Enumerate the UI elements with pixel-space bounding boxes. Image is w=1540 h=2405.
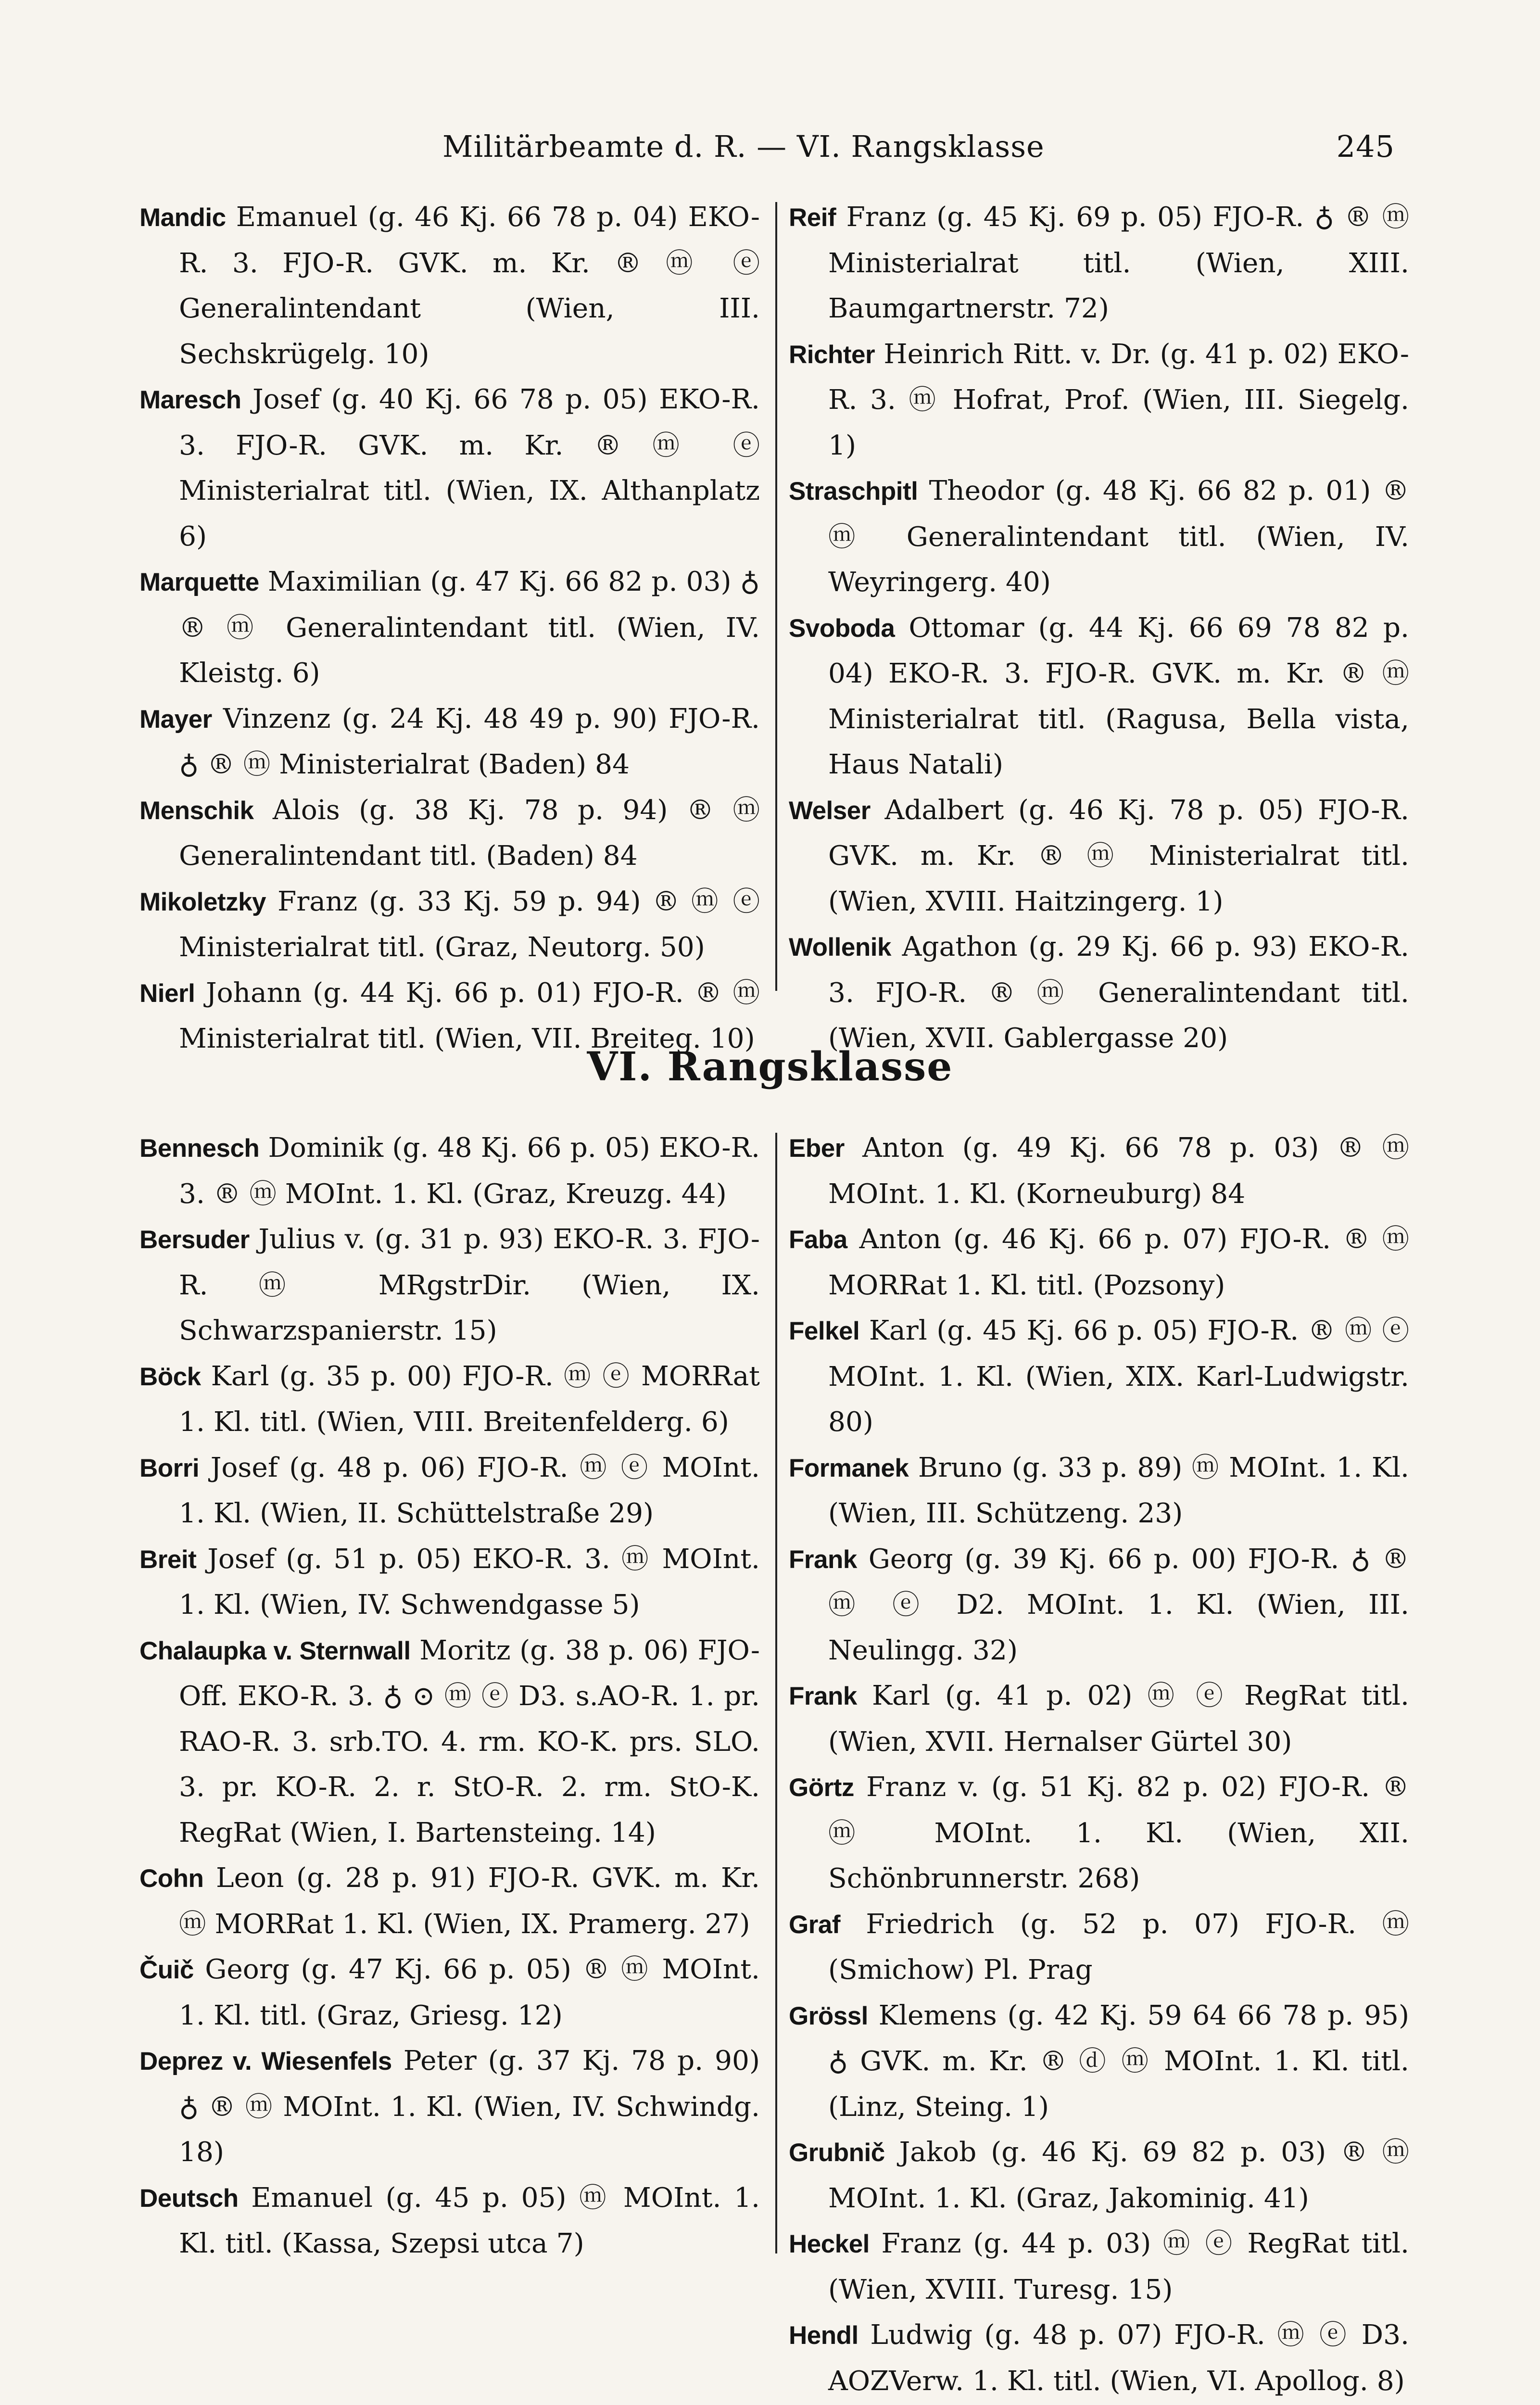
entry-details: Ludwig (g. 48 p. 07) FJO-R. ⓜ ⓔ D3. AOZVerw. 1. Kl. titl. (Wien, VI. Apollog. 8) xyxy=(828,2319,1409,2397)
directory-entry xyxy=(789,1993,1409,2130)
directory-entry xyxy=(789,195,1409,332)
entry-surname: Frank xyxy=(789,1545,857,1574)
running-header xyxy=(442,129,1395,172)
entry-surname: Richter xyxy=(789,340,875,369)
directory-entry xyxy=(789,1445,1409,1537)
page-number: 245 xyxy=(1336,129,1395,164)
entry-details: Karl (g. 35 p. 00) FJO-R. ⓜ ⓔ MORRat 1. Kl. titl. (Wien, VIII. Breitenfelderg. 6) xyxy=(179,1360,760,1438)
entry-surname: Grössl xyxy=(789,2001,868,2030)
directory-entry xyxy=(139,377,760,559)
entry-surname: Menschik xyxy=(139,796,254,825)
directory-entry xyxy=(789,2221,1409,2313)
entry-details: Franz (g. 44 p. 03) ⓜ ⓔ RegRat titl. (Wien, XVIII. Turesg. 15) xyxy=(828,2228,1409,2305)
entry-surname: Čuič xyxy=(139,1956,194,1984)
directory-entry xyxy=(139,1126,760,1217)
entry-details: Franz (g. 33 Kj. 59 p. 94) ® ⓜ ⓔ Ministerialrat titl. (Graz, Neutorg. 50) xyxy=(179,886,760,963)
directory-entry xyxy=(139,1217,760,1354)
entry-details: Theodor (g. 48 Kj. 66 82 p. 01) ® ⓜ Generalintendant titl. (Wien, IV. Weyringerg. 40) xyxy=(828,475,1409,598)
directory-entry xyxy=(139,879,760,971)
entry-details: Georg (g. 47 Kj. 66 p. 05) ® ⓜ MOInt. 1. Kl. titl. (Graz, Griesg. 12) xyxy=(179,1954,760,2031)
directory-entry xyxy=(139,2038,760,2176)
entry-details: Emanuel (g. 45 p. 05) ⓜ MOInt. 1. Kl. titl. (Kassa, Szepsi utca 7) xyxy=(179,2182,760,2259)
entry-surname: Mikoletzky xyxy=(139,887,266,916)
directory-entry xyxy=(789,788,1409,925)
entry-surname: Grubnič xyxy=(789,2139,885,2167)
entry-surname: Faba xyxy=(789,1226,847,1254)
entry-details: Klemens (g. 42 Kj. 59 64 66 78 p. 95) ♁ GVK. m. Kr. ® ⓓ ⓜ MOInt. 1. Kl. titl. (Linz, Steing. 1) xyxy=(828,2000,1409,2123)
directory-entry xyxy=(139,2176,760,2267)
directory-entry xyxy=(139,559,760,696)
entry-details: Anton (g. 46 Kj. 66 p. 07) FJO-R. ® ⓜ MORRat 1. Kl. titl. (Pozsony) xyxy=(828,1224,1409,1301)
directory-entry xyxy=(139,696,760,788)
entry-details: Anton (g. 49 Kj. 66 78 p. 03) ® ⓜ MOInt. 1. Kl. (Korneuburg) 84 xyxy=(828,1132,1409,1210)
entry-surname: Wollenik xyxy=(789,933,891,962)
column-divider-top xyxy=(775,202,777,991)
entry-details: Heinrich Ritt. v. Dr. (g. 41 p. 02) EKO-R. 3. ⓜ Hofrat, Prof. (Wien, III. Siegelg. 1) xyxy=(828,338,1410,461)
section-title: VI. Rangsklasse xyxy=(587,1044,953,1090)
entry-surname: Cohn xyxy=(139,1864,204,1893)
entry-details: Josef (g. 51 p. 05) EKO-R. 3. ⓜ MOInt. 1. Kl. (Wien, IV. Schwendgasse 5) xyxy=(179,1543,760,1620)
directory-entry xyxy=(789,1673,1409,1765)
entry-surname: Nierl xyxy=(139,979,195,1008)
column-top-right xyxy=(789,195,1409,1062)
header-title: Militärbeamte d. R. — VI. Rangsklasse xyxy=(442,129,1045,164)
entry-details: Maximilian (g. 47 Kj. 66 82 p. 03) ♁ ® ⓜ Generalintendant titl. (Wien, IV. Kleistg. 6) xyxy=(179,566,760,689)
entry-details: Friedrich (g. 52 p. 07) FJO-R. ⓜ (Smichow) Pl. Prag xyxy=(828,1908,1409,1986)
entry-surname: Görtz xyxy=(789,1773,854,1802)
column-top-left xyxy=(139,195,760,1062)
directory-entry xyxy=(789,1126,1409,1217)
entry-surname: Maresch xyxy=(139,386,241,414)
entry-details: Moritz (g. 38 p. 06) FJO-Off. EKO-R. 3. ♁ ⊙ ⓜ ⓔ D3. s.AO-R. 1. pr. RAO-R. 3. srb.TO. 4. rm. KO-K. prs. SLO. 3. pr. KO-R. 2. r. StO-R. 2. rm. StO-K. RegRat (Wien, I. Bartensteing. 14) xyxy=(179,1634,760,1848)
directory-entry xyxy=(789,332,1409,469)
column-bottom-right xyxy=(789,1126,1409,2405)
entry-details: Ottomar (g. 44 Kj. 66 69 78 82 p. 04) EKO-R. 3. FJO-R. GVK. m. Kr. ® ⓜ Ministerialrat titl. (Ragusa, Bella vista, Haus Natali) xyxy=(828,612,1409,780)
entry-surname: Chalaupka v. Sternwall xyxy=(139,1636,411,1665)
entry-details: Dominik (g. 48 Kj. 66 p. 05) EKO-R. 3. ® ⓜ MOInt. 1. Kl. (Graz, Kreuzg. 44) xyxy=(179,1132,760,1210)
entry-details: Agathon (g. 29 Kj. 66 p. 93) EKO-R. 3. FJO-R. ® ⓜ Generalintendant titl. (Wien, XVII. Gablergasse 20) xyxy=(828,931,1410,1054)
entry-surname: Svoboda xyxy=(789,614,895,643)
directory-entry xyxy=(789,2313,1409,2404)
entry-details: Leon (g. 28 p. 91) FJO-R. GVK. m. Kr. ⓜ MORRat 1. Kl. (Wien, IX. Pramerg. 27) xyxy=(179,1862,760,1940)
directory-entry xyxy=(789,468,1409,606)
column-divider-bottom xyxy=(775,1133,777,2253)
entry-details: Bruno (g. 33 p. 89) ⓜ MOInt. 1. Kl. (Wien, III. Schützeng. 23) xyxy=(828,1452,1409,1529)
entry-details: Jakob (g. 46 Kj. 69 82 p. 03) ® ⓜ MOInt. 1. Kl. (Graz, Jakominig. 41) xyxy=(828,2137,1409,2214)
entry-details: Johann (g. 44 Kj. 66 p. 01) FJO-R. ® ⓜ Ministerialrat titl. (Wien, VII. Breiteg. 10) xyxy=(179,977,760,1054)
directory-entry xyxy=(139,1354,760,1445)
entry-details: Adalbert (g. 46 Kj. 78 p. 05) FJO-R. GVK. m. Kr. ® ⓜ Ministerialrat titl. (Wien, XVIII. Haitzingerg. 1) xyxy=(828,794,1409,917)
entry-surname: Mandic xyxy=(139,203,226,232)
directory-entry xyxy=(789,1308,1409,1445)
directory-entry xyxy=(139,195,760,377)
entry-details: Karl (g. 45 Kj. 66 p. 05) FJO-R. ® ⓜ ⓔ MOInt. 1. Kl. (Wien, XIX. Karl-Ludwigstr. 80) xyxy=(828,1315,1409,1438)
entry-details: Emanuel (g. 46 Kj. 66 78 p. 04) EKO-R. 3. FJO-R. GVK. m. Kr. ® ⓜ ⓔ Generalintendant (Wien, III. Sechskrügelg. 10) xyxy=(179,202,760,370)
entry-surname: Marquette xyxy=(139,568,259,596)
directory-entry xyxy=(789,1217,1409,1308)
directory-entry xyxy=(139,1537,760,1628)
entry-surname: Borri xyxy=(139,1454,200,1482)
entry-details: Julius v. (g. 31 p. 93) EKO-R. 3. FJO-R. ⓜ MRgstrDir. (Wien, IX. Schwarzspanierstr. 15) xyxy=(179,1224,760,1346)
entry-details: Franz v. (g. 51 Kj. 82 p. 02) FJO-R. ® ⓜ MOInt. 1. Kl. (Wien, XII. Schönbrunnerstr. 268) xyxy=(828,1772,1410,1894)
entry-details: Peter (g. 37 Kj. 78 p. 90) ♁ ® ⓜ MOInt. 1. Kl. (Wien, IV. Schwindg. 18) xyxy=(179,2045,760,2168)
entry-surname: Formanek xyxy=(789,1454,909,1482)
entry-details: Karl (g. 41 p. 02) ⓜ ⓔ RegRat titl. (Wien, XVII. Hernalser Gürtel 30) xyxy=(828,1680,1409,1758)
directory-entry xyxy=(789,924,1409,1062)
entry-surname: Böck xyxy=(139,1362,201,1391)
entry-surname: Mayer xyxy=(139,705,212,734)
entry-surname: Eber xyxy=(789,1134,845,1163)
entry-surname: Hendl xyxy=(789,2321,858,2350)
column-bottom-left xyxy=(139,1126,760,2267)
entry-details: Alois (g. 38 Kj. 78 p. 94) ® ⓜ Generalintendant titl. (Baden) 84 xyxy=(179,794,760,872)
entry-surname: Welser xyxy=(789,796,871,825)
entry-surname: Frank xyxy=(789,1682,857,1710)
entry-surname: Felkel xyxy=(789,1317,860,1345)
entry-surname: Heckel xyxy=(789,2230,870,2258)
entry-surname: Graf xyxy=(789,1910,840,1939)
entry-surname: Bennesch xyxy=(139,1134,260,1163)
directory-entry xyxy=(139,1947,760,2038)
entry-details: Georg (g. 39 Kj. 66 p. 00) FJO-R. ♁ ® ⓜ ⓔ D2. MOInt. 1. Kl. (Wien, III. Neulingg. 32) xyxy=(828,1543,1409,1666)
directory-entry xyxy=(789,1765,1409,1902)
entry-surname: Deprez v. Wiesenfels xyxy=(139,2047,392,2076)
entry-surname: Bersuder xyxy=(139,1226,250,1254)
directory-entry xyxy=(789,1537,1409,1674)
entry-details: Franz (g. 45 Kj. 69 p. 05) FJO-R. ♁ ® ⓜ Ministerialrat titl. (Wien, XIII. Baumgartnerstr. 72) xyxy=(828,202,1409,324)
entry-details: Josef (g. 40 Kj. 66 78 p. 05) EKO-R. 3. FJO-R. GVK. m. Kr. ® ⓜ ⓔ Ministerialrat titl. (Wien, IX. Althanplatz 6) xyxy=(179,384,760,552)
entry-surname: Breit xyxy=(139,1545,197,1574)
directory-entry xyxy=(139,1628,760,1856)
directory-entry xyxy=(139,1445,760,1537)
entry-details: Josef (g. 48 p. 06) FJO-R. ⓜ ⓔ MOInt. 1. Kl. (Wien, II. Schüttelstraße 29) xyxy=(179,1452,760,1529)
entry-surname: Reif xyxy=(789,203,836,232)
entry-surname: Deutsch xyxy=(139,2184,239,2213)
directory-entry xyxy=(789,606,1409,788)
entry-details: Vinzenz (g. 24 Kj. 48 49 p. 90) FJO-R. ♁ ® ⓜ Ministerialrat (Baden) 84 xyxy=(179,703,760,780)
directory-entry xyxy=(139,1856,760,1947)
directory-entry xyxy=(789,1902,1409,1993)
entry-surname: Straschpitl xyxy=(789,477,918,506)
directory-entry xyxy=(789,2130,1409,2221)
directory-entry xyxy=(139,788,760,879)
